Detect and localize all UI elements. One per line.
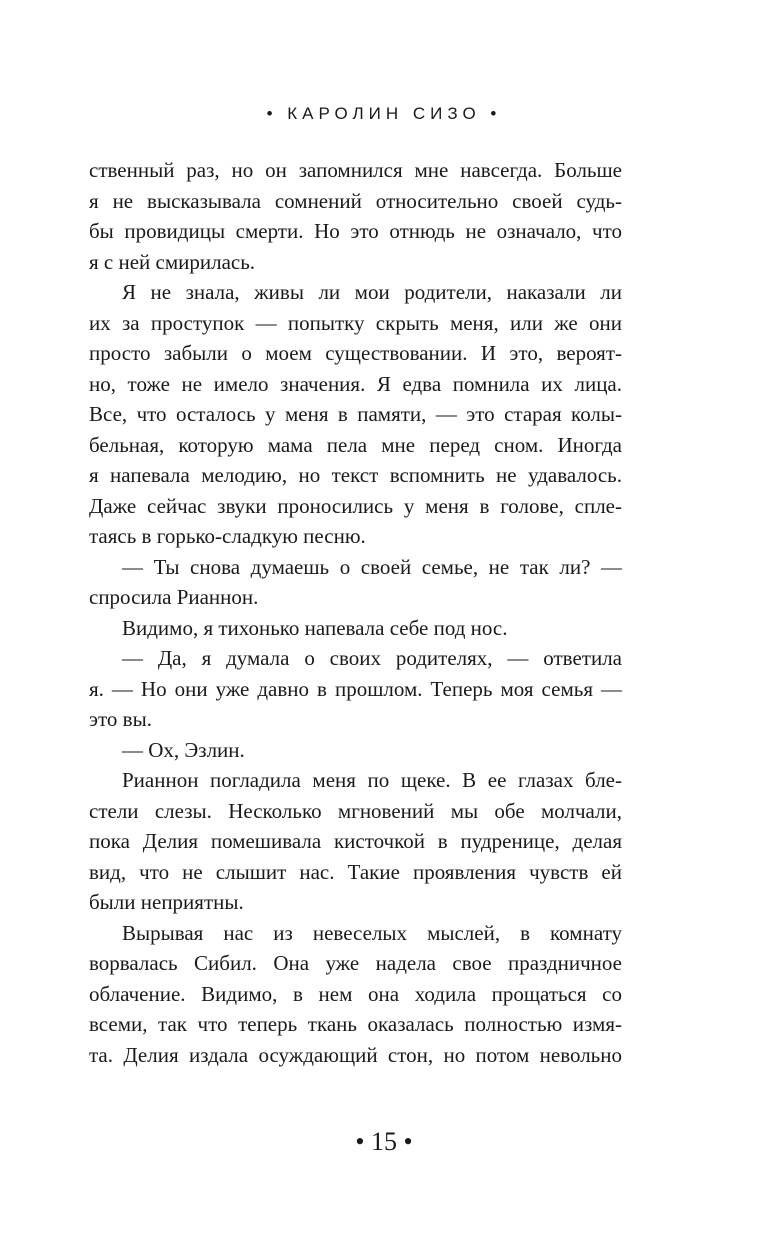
text-line: их за проступок — попытку скрыть меня, или же они — [89, 310, 622, 335]
text-line: были неприятны. — [89, 890, 244, 914]
text-line: это вы. — [89, 707, 152, 731]
text-line: бельная, которую мама пела мне перед сном. Иногда — [89, 432, 622, 457]
text-line: таясь в горько-сладкую песню. — [89, 524, 366, 548]
text-line: всеми, так что теперь ткань оказалась полностью измя- — [89, 1012, 622, 1036]
text-line: бы провидицы смерти. Но это отнюдь не означало, что — [89, 219, 622, 243]
text-line: ственный раз, но он запомнился мне навсегда. Больше — [89, 158, 622, 182]
text-line: Даже сейчас звуки проносились у меня в голове, сплe- — [89, 493, 622, 518]
text-line: Все, что осталось у меня в памяти, — это старая колы- — [89, 402, 622, 426]
text-line: облачение. Видимо, в нем она ходила прощаться со — [89, 981, 622, 1006]
text-line: вид, что не слышит нас. Такие проявления чувств ей — [89, 859, 622, 884]
text-line: Вырывая нас из невеселых мыслей, в комнату — [122, 920, 622, 945]
text-line: я. — Но они уже давно в прошлом. Теперь моя семья — — [89, 676, 622, 701]
text-line: я напевала мелодию, но текст вспомнить не удавалось. — [89, 463, 622, 487]
text-line: я с ней смирилась. — [89, 249, 256, 274]
text-line: та. Делия издала осуждающий стон, но потом невольно — [89, 1042, 622, 1067]
text-line: — Да, я думала о своих родителях, — ответила — [122, 646, 622, 670]
body-text — [89, 155, 622, 1070]
text-line: пока Делия помешивала кисточкой в пудренице, делая — [89, 829, 622, 853]
text-line: — Ты снова думаешь о своей семье, не так ли? — — [122, 554, 622, 579]
text-line: — Ох, Эзлин. — [122, 737, 245, 762]
text-line: стели слезы. Несколько мгновений мы обе молчали, — [89, 798, 622, 823]
text-line: я не высказывала сомнений относительно своей судь- — [89, 188, 622, 213]
text-line: Рианнон погладила меня по щеке. В ее глазах бле- — [122, 768, 622, 792]
text-line: Я не знала, живы ли мои родители, наказали ли — [122, 280, 622, 304]
text-line: Видимо, я тихонько напевала себе под нос. — [122, 615, 508, 640]
text-line: ворвалась Сибил. Она уже надела свое праздничное — [89, 951, 622, 975]
text-line: просто забыли о моем существовании. И это, вероят- — [89, 341, 622, 365]
page-number: • 15 • — [355, 1127, 413, 1156]
running-head: • КАРОЛИН СИЗО • — [266, 104, 502, 123]
text-line: но, тоже не имело значения. Я едва помнила их лица. — [89, 371, 622, 396]
text-line: спросила Рианнон. — [89, 585, 259, 609]
